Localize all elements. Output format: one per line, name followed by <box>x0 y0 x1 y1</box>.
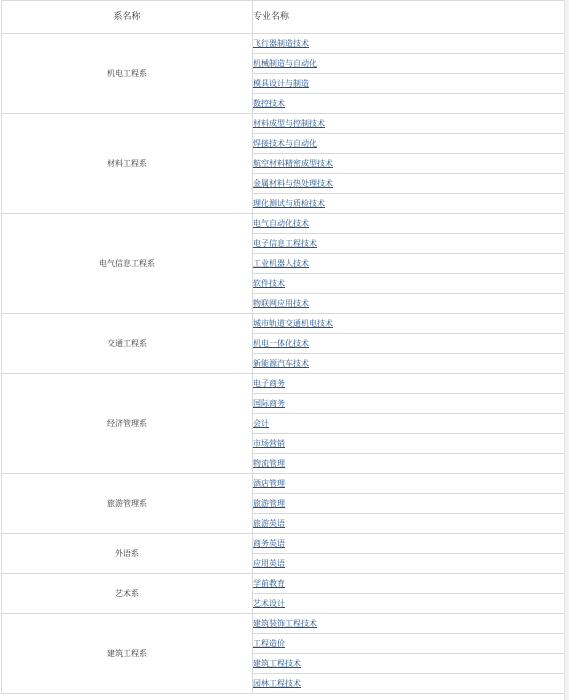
major-cell <box>253 294 565 314</box>
table-header-row <box>2 1 565 34</box>
major-link[interactable]: 工业机器人技术 <box>253 259 309 268</box>
department-name: 建筑工程系 <box>2 614 253 694</box>
major-cell <box>253 654 565 674</box>
major-cell <box>253 634 565 654</box>
major-link[interactable]: 物流管理 <box>253 459 285 468</box>
major-link[interactable]: 数控技术 <box>253 99 285 108</box>
major-cell <box>253 154 565 174</box>
major-cell <box>253 514 565 534</box>
major-cell <box>253 554 565 574</box>
table-row <box>2 214 565 234</box>
major-link[interactable]: 模具设计与制造 <box>253 79 309 88</box>
major-cell <box>253 34 565 54</box>
major-link[interactable]: 材料成型与控制技术 <box>253 119 325 128</box>
major-cell <box>253 534 565 554</box>
department-name: 机电工程系 <box>2 34 253 114</box>
major-link[interactable]: 国际商务 <box>253 399 285 408</box>
major-link[interactable]: 商务英语 <box>253 539 285 548</box>
major-cell <box>253 274 565 294</box>
scrollbar-edge <box>564 0 569 700</box>
department-name: 外语系 <box>2 534 253 574</box>
major-cell <box>253 194 565 214</box>
department-name: 电气信息工程系 <box>2 214 253 314</box>
major-link[interactable]: 城市轨道交通机电技术 <box>253 319 333 328</box>
major-link[interactable]: 理化测试与质检技术 <box>253 199 325 208</box>
dept-column-header: 系名称 <box>2 1 253 34</box>
major-cell <box>253 94 565 114</box>
table-row <box>2 574 565 594</box>
major-link[interactable]: 艺术设计 <box>253 599 285 608</box>
major-link[interactable]: 工程造价 <box>253 639 285 648</box>
department-name: 旅游管理系 <box>2 474 253 534</box>
major-link[interactable]: 飞行器制造技术 <box>253 39 309 48</box>
major-cell <box>253 174 565 194</box>
major-link[interactable]: 软件技术 <box>253 279 285 288</box>
major-cell <box>253 374 565 394</box>
major-column-header: 专业名称 <box>253 1 565 34</box>
major-link[interactable]: 旅游英语 <box>253 519 285 528</box>
major-cell <box>253 394 565 414</box>
major-link[interactable]: 会计 <box>253 419 269 428</box>
major-link[interactable]: 电气自动化技术 <box>253 219 309 228</box>
major-link[interactable]: 学前教育 <box>253 579 285 588</box>
major-cell <box>253 74 565 94</box>
major-cell <box>253 574 565 594</box>
major-link[interactable]: 航空材料精密成型技术 <box>253 159 333 168</box>
major-cell <box>253 614 565 634</box>
major-cell <box>253 254 565 274</box>
department-name: 交通工程系 <box>2 314 253 374</box>
major-link[interactable]: 市场营销 <box>253 439 285 448</box>
major-cell <box>253 54 565 74</box>
major-link[interactable]: 旅游管理 <box>253 499 285 508</box>
major-cell <box>253 354 565 374</box>
major-cell <box>253 414 565 434</box>
major-cell <box>253 454 565 474</box>
major-link[interactable]: 物联网应用技术 <box>253 299 309 308</box>
table-row <box>2 34 565 54</box>
major-cell <box>253 494 565 514</box>
major-link[interactable]: 建筑工程技术 <box>253 659 301 668</box>
major-cell <box>253 114 565 134</box>
department-name: 艺术系 <box>2 574 253 614</box>
major-link[interactable]: 电子信息工程技术 <box>253 239 317 248</box>
major-link[interactable]: 应用英语 <box>253 559 285 568</box>
major-cell <box>253 334 565 354</box>
major-cell <box>253 234 565 254</box>
major-link[interactable]: 酒店管理 <box>253 479 285 488</box>
major-cell <box>253 134 565 154</box>
major-cell <box>253 214 565 234</box>
major-link[interactable]: 新能源汽车技术 <box>253 359 309 368</box>
major-link[interactable]: 焊接技术与自动化 <box>253 139 317 148</box>
major-link[interactable]: 建筑装饰工程技术 <box>253 619 317 628</box>
department-name: 材料工程系 <box>2 114 253 214</box>
major-link[interactable]: 金属材料与热处理技术 <box>253 179 333 188</box>
major-cell <box>253 474 565 494</box>
major-cell <box>253 594 565 614</box>
major-cell <box>253 674 565 694</box>
major-cell <box>253 314 565 334</box>
major-link[interactable]: 电子商务 <box>253 379 285 388</box>
major-cell <box>253 434 565 454</box>
table-row <box>2 114 565 134</box>
table-row <box>2 474 565 494</box>
major-link[interactable]: 机械制造与自动化 <box>253 59 317 68</box>
major-link[interactable]: 机电一体化技术 <box>253 339 309 348</box>
department-name: 经济管理系 <box>2 374 253 474</box>
table-row <box>2 374 565 394</box>
table-row <box>2 534 565 554</box>
table-row <box>2 314 565 334</box>
majors-table <box>1 0 565 694</box>
major-link[interactable]: 园林工程技术 <box>253 679 301 688</box>
table-body <box>2 34 565 694</box>
table-row <box>2 614 565 634</box>
